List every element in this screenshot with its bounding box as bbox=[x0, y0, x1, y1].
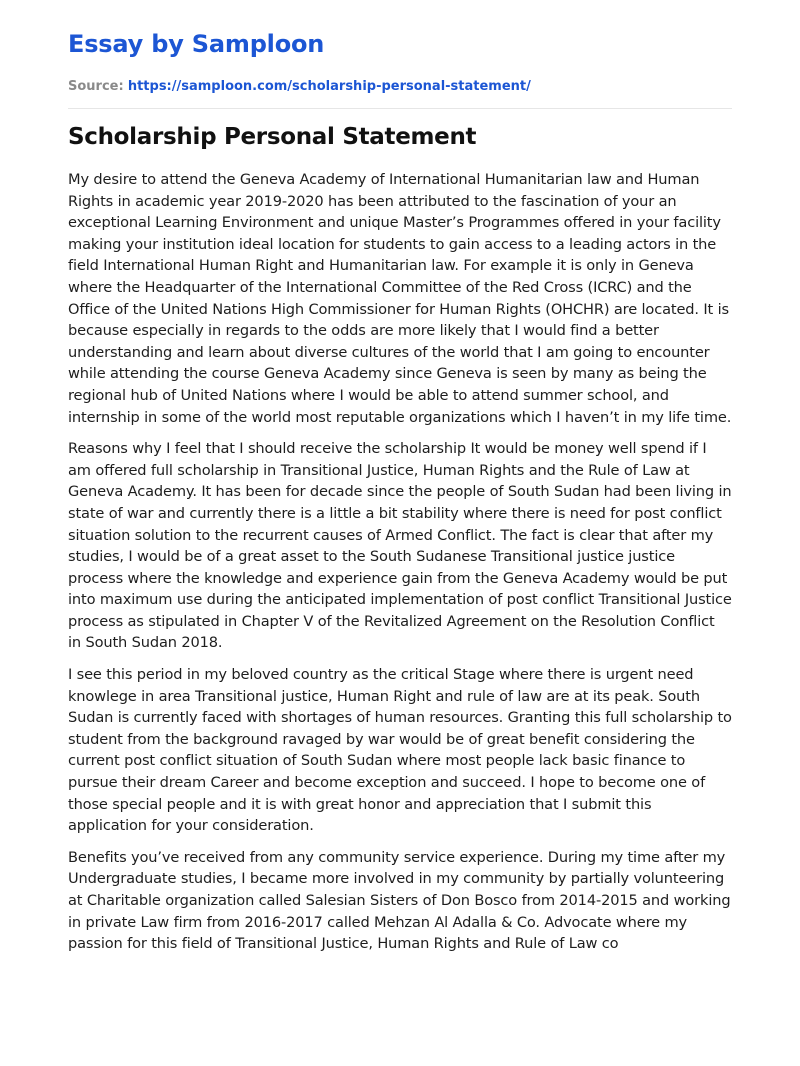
paragraph-1: My desire to attend the Geneva Academy of International Humanitarian law and Human Rights in academic year 2019-2020 has been attributed to the fascination of your an exceptional Learning Environment and unique Master’s Programmes offered in your facility making your institution ideal location for students to gain access to a leading actors in the field International Human Right and Humanitarian law. For example it is only in Geneva where the Headquarter of the International Committee of the Red Cross (ICRC) and the Office of the United Nations High Commissioner for Human Rights (OHCHR) are located. It is because especially in regards to the odds are more likely that I would find a better understanding and learn about diverse cultures of the world that I am going to encounter while attending the course Geneva Academy since Geneva is seen by many as being the regional hub of United Nations where I would be able to attend summer school, and internship in some of the world most reputable organizations which I haven’t in my life time. bbox=[68, 171, 732, 426]
article-body bbox=[68, 169, 732, 955]
paragraph-2: Reasons why I feel that I should receive the scholarship It would be money well spend if I am offered full scholarship in Transitional Justice, Human Rights and the Rule of Law at Geneva Academy. It has been for decade since the people of South Sudan had been living in state of war and currently there is a little a bit stability where there is need for post conflict situation solution to the recurrent causes of Armed Conflict. The fact is clear that after my studies, I would be of a great asset to the South Sudanese Transitional justice justice process where the knowledge and experience gain from the Geneva Academy would be put into maximum use during the anticipated implementation of post conflict Transitional Justice process as stipulated in Chapter V of the Revitalized Agreement on the Resolution Conflict in South Sudan 2018. bbox=[68, 440, 732, 652]
source-line bbox=[68, 78, 732, 96]
paragraph-3: I see this period in my beloved country as the critical Stage where there is urgent need knowlege in area Transitional justice, Human Right and rule of law are at its peak. South Sudan is currently faced with shortages of human resources. Granting this full scholarship to student from the background ravaged by war would be of great benefit considering the current post conflict situation of South Sudan where most people lack basic finance to pursue their dream Career and become exception and succeed. I hope to become one of those special people and it is with great honor and appreciation that I submit this application for your consideration. bbox=[68, 666, 732, 835]
paragraph-4: Benefits you’ve received from any community service experience. During my time after my Undergraduate studies, I became more involved in my community by partially volunteering at Charitable organization called Salesian Sisters of Don Bosco from 2014-2015 and working in private Law firm from 2016-2017 called Mehzan Al Adalla & Co. Advocate where my passion for this field of Transitional Justice, Human Rights and Rule of Law co bbox=[68, 848, 731, 953]
brand-title: Essay by Samploon bbox=[68, 30, 325, 58]
header-divider bbox=[68, 108, 732, 109]
source-label: Source: bbox=[68, 79, 124, 94]
article-title: Scholarship Personal Statement bbox=[68, 124, 477, 150]
source-link[interactable]: https://samploon.com/scholarship-personal-statement/ bbox=[127, 79, 531, 94]
